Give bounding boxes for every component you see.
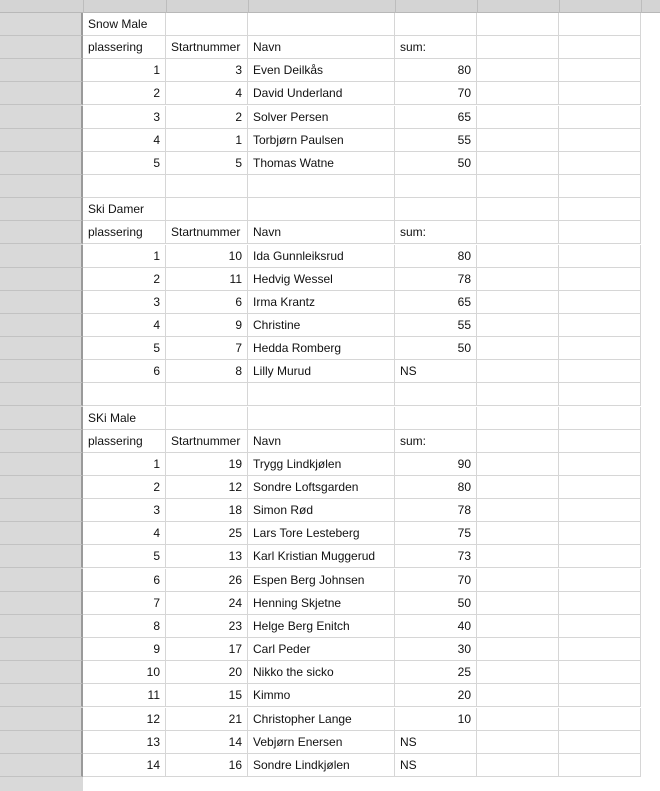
status-cell[interactable]: NS xyxy=(395,731,477,754)
result-row xyxy=(0,337,660,360)
name-cell[interactable]: Nikko the sicko xyxy=(248,661,395,684)
name-cell[interactable]: Ida Gunnleiksrud xyxy=(248,245,395,268)
sum-cell[interactable]: 65 xyxy=(395,291,477,314)
empty-cell[interactable] xyxy=(477,522,559,545)
start-number-cell[interactable]: 10 xyxy=(166,245,248,268)
name-cell[interactable]: Irma Krantz xyxy=(248,291,395,314)
start-number-cell[interactable]: 23 xyxy=(166,615,248,638)
result-row xyxy=(0,684,660,707)
row-header-cell[interactable] xyxy=(0,291,83,314)
result-row xyxy=(0,569,660,592)
start-number-cell[interactable]: 9 xyxy=(166,314,248,337)
column-header-row xyxy=(0,221,660,244)
blank-row xyxy=(0,383,660,406)
result-row xyxy=(0,592,660,615)
empty-cell[interactable] xyxy=(559,337,641,360)
start-number-cell[interactable]: 26 xyxy=(166,569,248,592)
result-row xyxy=(0,661,660,684)
empty-cell[interactable] xyxy=(166,175,248,198)
start-number-cell[interactable]: 24 xyxy=(166,592,248,615)
placement-cell[interactable]: 6 xyxy=(83,360,166,383)
name-cell[interactable]: Christine xyxy=(248,314,395,337)
start-number-cell[interactable]: 15 xyxy=(166,684,248,707)
row-header-cell[interactable] xyxy=(0,221,83,244)
empty-cell[interactable] xyxy=(477,245,559,268)
name-cell[interactable]: Torbjørn Paulsen xyxy=(248,129,395,152)
row-header-cell[interactable] xyxy=(0,661,83,684)
sum-cell[interactable]: 75 xyxy=(395,522,477,545)
empty-cell[interactable] xyxy=(559,198,641,221)
placement-cell[interactable]: 14 xyxy=(83,754,166,777)
row-header-cell[interactable] xyxy=(0,499,83,522)
placement-cell[interactable]: 12 xyxy=(83,708,166,731)
empty-cell[interactable] xyxy=(477,731,559,754)
result-row xyxy=(0,638,660,661)
row-header-cell[interactable] xyxy=(0,152,83,175)
empty-cell[interactable] xyxy=(248,175,395,198)
sum-cell[interactable]: 55 xyxy=(395,129,477,152)
result-row xyxy=(0,106,660,129)
empty-cell[interactable] xyxy=(248,198,395,221)
sum-cell[interactable]: 65 xyxy=(395,106,477,129)
start-number-cell[interactable]: 16 xyxy=(166,754,248,777)
empty-cell[interactable] xyxy=(477,569,559,592)
column-header-divider xyxy=(477,0,478,13)
empty-cell[interactable] xyxy=(477,129,559,152)
placement-cell[interactable]: 5 xyxy=(83,152,166,175)
row-header-cell[interactable] xyxy=(0,360,83,383)
name-cell[interactable]: Trygg Lindkjølen xyxy=(248,453,395,476)
section-title[interactable]: SKi Male xyxy=(83,407,166,430)
sum-cell[interactable]: 25 xyxy=(395,661,477,684)
empty-cell[interactable] xyxy=(559,82,641,105)
placement-cell[interactable]: 6 xyxy=(83,569,166,592)
name-header[interactable]: Navn xyxy=(248,221,395,244)
empty-cell[interactable] xyxy=(559,545,641,568)
empty-cell[interactable] xyxy=(559,569,641,592)
empty-cell[interactable] xyxy=(477,221,559,244)
empty-cell[interactable] xyxy=(477,198,559,221)
row-header-cell[interactable] xyxy=(0,569,83,592)
row-header-cell[interactable] xyxy=(0,59,83,82)
result-row xyxy=(0,245,660,268)
name-cell[interactable]: Henning Skjetne xyxy=(248,592,395,615)
empty-cell[interactable] xyxy=(559,245,641,268)
empty-cell[interactable] xyxy=(166,198,248,221)
start-number-header[interactable]: Startnummer xyxy=(166,36,248,59)
row-header-cell[interactable] xyxy=(0,638,83,661)
start-number-cell[interactable]: 11 xyxy=(166,268,248,291)
placement-header[interactable]: plassering xyxy=(83,430,166,453)
start-number-cell[interactable]: 8 xyxy=(166,360,248,383)
empty-cell[interactable] xyxy=(477,615,559,638)
empty-cell[interactable] xyxy=(477,708,559,731)
name-cell[interactable]: Hedda Romberg xyxy=(248,337,395,360)
empty-cell[interactable] xyxy=(559,175,641,198)
column-header-divider xyxy=(641,0,642,13)
result-row xyxy=(0,59,660,82)
empty-cell[interactable] xyxy=(559,708,641,731)
sum-header[interactable]: sum: xyxy=(395,221,477,244)
start-number-cell[interactable]: 18 xyxy=(166,499,248,522)
placement-cell[interactable]: 9 xyxy=(83,638,166,661)
start-number-cell[interactable]: 21 xyxy=(166,708,248,731)
start-number-header[interactable]: Startnummer xyxy=(166,430,248,453)
empty-cell[interactable] xyxy=(395,175,477,198)
result-row xyxy=(0,545,660,568)
placement-cell[interactable]: 11 xyxy=(83,684,166,707)
row-header-cell[interactable] xyxy=(0,106,83,129)
result-row xyxy=(0,152,660,175)
name-cell[interactable]: Hedvig Wessel xyxy=(248,268,395,291)
placement-cell[interactable]: 2 xyxy=(83,268,166,291)
empty-cell[interactable] xyxy=(559,499,641,522)
empty-cell[interactable] xyxy=(559,754,641,777)
empty-cell[interactable] xyxy=(559,221,641,244)
result-row xyxy=(0,754,660,777)
placement-cell[interactable]: 4 xyxy=(83,129,166,152)
name-header[interactable]: Navn xyxy=(248,36,395,59)
placement-cell[interactable]: 5 xyxy=(83,337,166,360)
row-header-cell[interactable] xyxy=(0,198,83,221)
empty-cell[interactable] xyxy=(83,175,166,198)
placement-cell[interactable]: 1 xyxy=(83,453,166,476)
section-title[interactable]: Snow Male xyxy=(83,13,166,36)
empty-cell[interactable] xyxy=(166,407,248,430)
name-cell[interactable]: Vebjørn Enersen xyxy=(248,731,395,754)
empty-cell[interactable] xyxy=(477,291,559,314)
section-title-row xyxy=(0,13,660,36)
section-title[interactable]: Ski Damer xyxy=(83,198,166,221)
name-header[interactable]: Navn xyxy=(248,430,395,453)
sum-cell[interactable]: 78 xyxy=(395,499,477,522)
empty-cell[interactable] xyxy=(559,522,641,545)
empty-cell[interactable] xyxy=(477,106,559,129)
empty-cell[interactable] xyxy=(559,106,641,129)
empty-cell[interactable] xyxy=(477,268,559,291)
empty-cell[interactable] xyxy=(248,383,395,406)
empty-cell[interactable] xyxy=(166,383,248,406)
result-row xyxy=(0,499,660,522)
result-row xyxy=(0,314,660,337)
placement-cell[interactable]: 7 xyxy=(83,592,166,615)
row-header-cell[interactable] xyxy=(0,476,83,499)
empty-cell[interactable] xyxy=(477,754,559,777)
name-cell[interactable]: Sondre Loftsgarden xyxy=(248,476,395,499)
row-header-cell[interactable] xyxy=(0,36,83,59)
sum-cell[interactable]: 55 xyxy=(395,314,477,337)
start-number-cell[interactable]: 19 xyxy=(166,453,248,476)
row-header-cell[interactable] xyxy=(0,731,83,754)
result-row xyxy=(0,522,660,545)
empty-cell[interactable] xyxy=(477,383,559,406)
empty-cell[interactable] xyxy=(477,499,559,522)
name-cell[interactable]: Karl Kristian Muggerud xyxy=(248,545,395,568)
name-cell[interactable]: Carl Peder xyxy=(248,638,395,661)
column-header-divider xyxy=(83,0,84,13)
placement-cell[interactable]: 10 xyxy=(83,661,166,684)
row-header-cell[interactable] xyxy=(0,82,83,105)
name-cell[interactable]: Even Deilkås xyxy=(248,59,395,82)
empty-cell[interactable] xyxy=(83,383,166,406)
empty-cell[interactable] xyxy=(477,545,559,568)
start-number-cell[interactable]: 7 xyxy=(166,337,248,360)
empty-cell[interactable] xyxy=(248,407,395,430)
empty-cell[interactable] xyxy=(559,13,641,36)
empty-cell[interactable] xyxy=(395,13,477,36)
column-header-divider xyxy=(248,0,249,13)
row-header-cell[interactable] xyxy=(0,314,83,337)
row-header-cell[interactable] xyxy=(0,13,83,36)
blank-row xyxy=(0,175,660,198)
start-number-header[interactable]: Startnummer xyxy=(166,221,248,244)
empty-cell[interactable] xyxy=(166,13,248,36)
placement-cell[interactable]: 1 xyxy=(83,59,166,82)
start-number-cell[interactable]: 17 xyxy=(166,638,248,661)
column-header-divider xyxy=(559,0,560,13)
name-cell[interactable]: Solver Persen xyxy=(248,106,395,129)
row-header-cell[interactable] xyxy=(0,754,83,777)
placement-cell[interactable]: 5 xyxy=(83,545,166,568)
empty-cell[interactable] xyxy=(477,638,559,661)
empty-cell[interactable] xyxy=(559,36,641,59)
empty-cell[interactable] xyxy=(559,453,641,476)
empty-cell[interactable] xyxy=(559,152,641,175)
sum-cell[interactable]: 80 xyxy=(395,59,477,82)
empty-cell[interactable] xyxy=(559,731,641,754)
result-row xyxy=(0,268,660,291)
start-number-cell[interactable]: 12 xyxy=(166,476,248,499)
empty-cell[interactable] xyxy=(559,383,641,406)
empty-cell[interactable] xyxy=(395,383,477,406)
result-row xyxy=(0,731,660,754)
row-header-cell[interactable] xyxy=(0,383,83,406)
empty-cell[interactable] xyxy=(248,13,395,36)
section-title-row xyxy=(0,407,660,430)
status-cell[interactable]: NS xyxy=(395,360,477,383)
start-number-cell[interactable]: 25 xyxy=(166,522,248,545)
name-cell[interactable]: Helge Berg Enitch xyxy=(248,615,395,638)
sum-header[interactable]: sum: xyxy=(395,36,477,59)
column-header-divider xyxy=(166,0,167,13)
empty-cell[interactable] xyxy=(477,661,559,684)
empty-cell[interactable] xyxy=(559,684,641,707)
sum-cell[interactable]: 78 xyxy=(395,268,477,291)
placement-cell[interactable]: 8 xyxy=(83,615,166,638)
row-header-cell[interactable] xyxy=(0,545,83,568)
start-number-cell[interactable]: 1 xyxy=(166,129,248,152)
empty-cell[interactable] xyxy=(477,13,559,36)
row-header-cell[interactable] xyxy=(0,453,83,476)
empty-cell[interactable] xyxy=(559,638,641,661)
result-row xyxy=(0,476,660,499)
empty-cell[interactable] xyxy=(477,684,559,707)
row-header-cell[interactable] xyxy=(0,268,83,291)
name-cell[interactable]: Simon Rød xyxy=(248,499,395,522)
result-row xyxy=(0,129,660,152)
row-header-cell[interactable] xyxy=(0,522,83,545)
name-cell[interactable]: Lilly Murud xyxy=(248,360,395,383)
name-cell[interactable]: Lars Tore Lesteberg xyxy=(248,522,395,545)
empty-cell[interactable] xyxy=(559,407,641,430)
column-header-row xyxy=(0,430,660,453)
row-header-cell[interactable] xyxy=(0,337,83,360)
sum-header[interactable]: sum: xyxy=(395,430,477,453)
start-number-cell[interactable]: 20 xyxy=(166,661,248,684)
sum-cell[interactable]: 30 xyxy=(395,638,477,661)
start-number-cell[interactable]: 5 xyxy=(166,152,248,175)
row-header-cell[interactable] xyxy=(0,129,83,152)
empty-cell[interactable] xyxy=(477,453,559,476)
name-cell[interactable]: Kimmo xyxy=(248,684,395,707)
empty-cell[interactable] xyxy=(559,615,641,638)
empty-cell[interactable] xyxy=(559,268,641,291)
empty-cell[interactable] xyxy=(559,476,641,499)
empty-cell[interactable] xyxy=(477,36,559,59)
sum-cell[interactable]: 80 xyxy=(395,245,477,268)
row-header-cell[interactable] xyxy=(0,708,83,731)
result-row xyxy=(0,615,660,638)
sum-cell[interactable]: 50 xyxy=(395,152,477,175)
empty-cell[interactable] xyxy=(395,198,477,221)
empty-cell[interactable] xyxy=(477,337,559,360)
placement-cell[interactable]: 4 xyxy=(83,522,166,545)
result-row xyxy=(0,360,660,383)
sum-cell[interactable]: 10 xyxy=(395,708,477,731)
empty-cell[interactable] xyxy=(477,476,559,499)
result-row xyxy=(0,708,660,731)
name-cell[interactable]: David Underland xyxy=(248,82,395,105)
column-header-divider xyxy=(395,0,396,13)
result-row xyxy=(0,82,660,105)
row-header-cell[interactable] xyxy=(0,684,83,707)
sum-cell[interactable]: 90 xyxy=(395,453,477,476)
sum-cell[interactable]: 80 xyxy=(395,476,477,499)
sum-cell[interactable]: 40 xyxy=(395,615,477,638)
start-number-cell[interactable]: 6 xyxy=(166,291,248,314)
placement-cell[interactable]: 2 xyxy=(83,476,166,499)
sum-cell[interactable]: 50 xyxy=(395,337,477,360)
section-title-row xyxy=(0,198,660,221)
row-header-cell[interactable] xyxy=(0,430,83,453)
placement-header[interactable]: plassering xyxy=(83,221,166,244)
empty-cell[interactable] xyxy=(559,661,641,684)
row-header-cell[interactable] xyxy=(0,175,83,198)
name-cell[interactable]: Thomas Watne xyxy=(248,152,395,175)
sum-cell[interactable]: 50 xyxy=(395,592,477,615)
column-header-strip xyxy=(0,0,660,13)
empty-cell[interactable] xyxy=(559,129,641,152)
result-row xyxy=(0,291,660,314)
empty-cell[interactable] xyxy=(477,407,559,430)
empty-cell[interactable] xyxy=(559,360,641,383)
name-cell[interactable]: Christopher Lange xyxy=(248,708,395,731)
start-number-cell[interactable]: 2 xyxy=(166,106,248,129)
placement-cell[interactable]: 2 xyxy=(83,82,166,105)
empty-cell[interactable] xyxy=(477,360,559,383)
empty-cell[interactable] xyxy=(559,430,641,453)
placement-cell[interactable]: 3 xyxy=(83,291,166,314)
empty-cell[interactable] xyxy=(559,59,641,82)
row-header-cell[interactable] xyxy=(0,245,83,268)
column-header-row xyxy=(0,36,660,59)
empty-cell[interactable] xyxy=(477,59,559,82)
row-header-cell[interactable] xyxy=(0,407,83,430)
empty-cell[interactable] xyxy=(477,82,559,105)
row-header-cell[interactable] xyxy=(0,615,83,638)
name-cell[interactable]: Sondre Lindkjølen xyxy=(248,754,395,777)
placement-cell[interactable]: 1 xyxy=(83,245,166,268)
empty-cell[interactable] xyxy=(477,430,559,453)
start-number-cell[interactable]: 14 xyxy=(166,731,248,754)
start-number-cell[interactable]: 4 xyxy=(166,82,248,105)
name-cell[interactable]: Espen Berg Johnsen xyxy=(248,569,395,592)
sum-cell[interactable]: 70 xyxy=(395,569,477,592)
sum-cell[interactable]: 70 xyxy=(395,82,477,105)
row-header-cell[interactable] xyxy=(0,592,83,615)
result-row xyxy=(0,453,660,476)
empty-cell[interactable] xyxy=(477,175,559,198)
empty-cell[interactable] xyxy=(559,592,641,615)
empty-cell[interactable] xyxy=(477,314,559,337)
status-cell[interactable]: NS xyxy=(395,754,477,777)
placement-cell[interactable]: 13 xyxy=(83,731,166,754)
placement-cell[interactable]: 3 xyxy=(83,106,166,129)
empty-cell[interactable] xyxy=(477,152,559,175)
placement-cell[interactable]: 3 xyxy=(83,499,166,522)
empty-cell[interactable] xyxy=(395,407,477,430)
start-number-cell[interactable]: 13 xyxy=(166,545,248,568)
placement-header[interactable]: plassering xyxy=(83,36,166,59)
empty-cell[interactable] xyxy=(559,314,641,337)
empty-cell[interactable] xyxy=(477,592,559,615)
placement-cell[interactable]: 4 xyxy=(83,314,166,337)
sum-cell[interactable]: 20 xyxy=(395,684,477,707)
empty-cell[interactable] xyxy=(559,291,641,314)
sum-cell[interactable]: 73 xyxy=(395,545,477,568)
start-number-cell[interactable]: 3 xyxy=(166,59,248,82)
